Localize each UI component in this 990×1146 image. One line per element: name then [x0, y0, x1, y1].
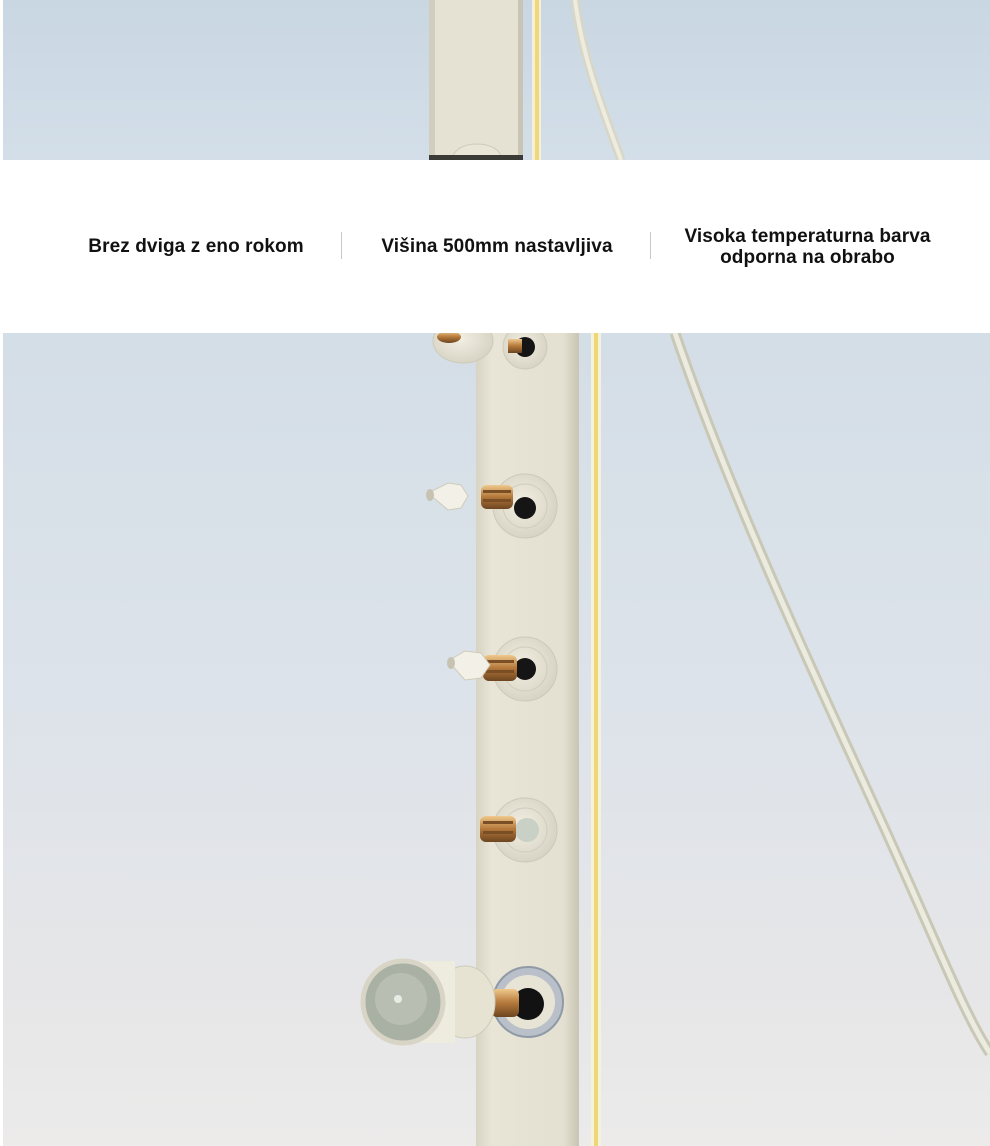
feature-one-hand-lift: Brez dviga z eno rokom [88, 236, 304, 257]
spray-nozzle-icon [426, 483, 468, 510]
feature-adjustable-height: Višina 500mm nastavljiva [381, 236, 613, 257]
product-photo-top [3, 0, 990, 160]
knob-icon [363, 961, 563, 1043]
divider [341, 232, 342, 259]
shower-panel-top [429, 0, 523, 160]
shower-hose [675, 333, 990, 1053]
product-photo-main [3, 333, 990, 1146]
divider [650, 232, 651, 259]
feature-wear-resistant-paint: Visoka temperaturna barva odporna na obrabo [684, 225, 931, 268]
